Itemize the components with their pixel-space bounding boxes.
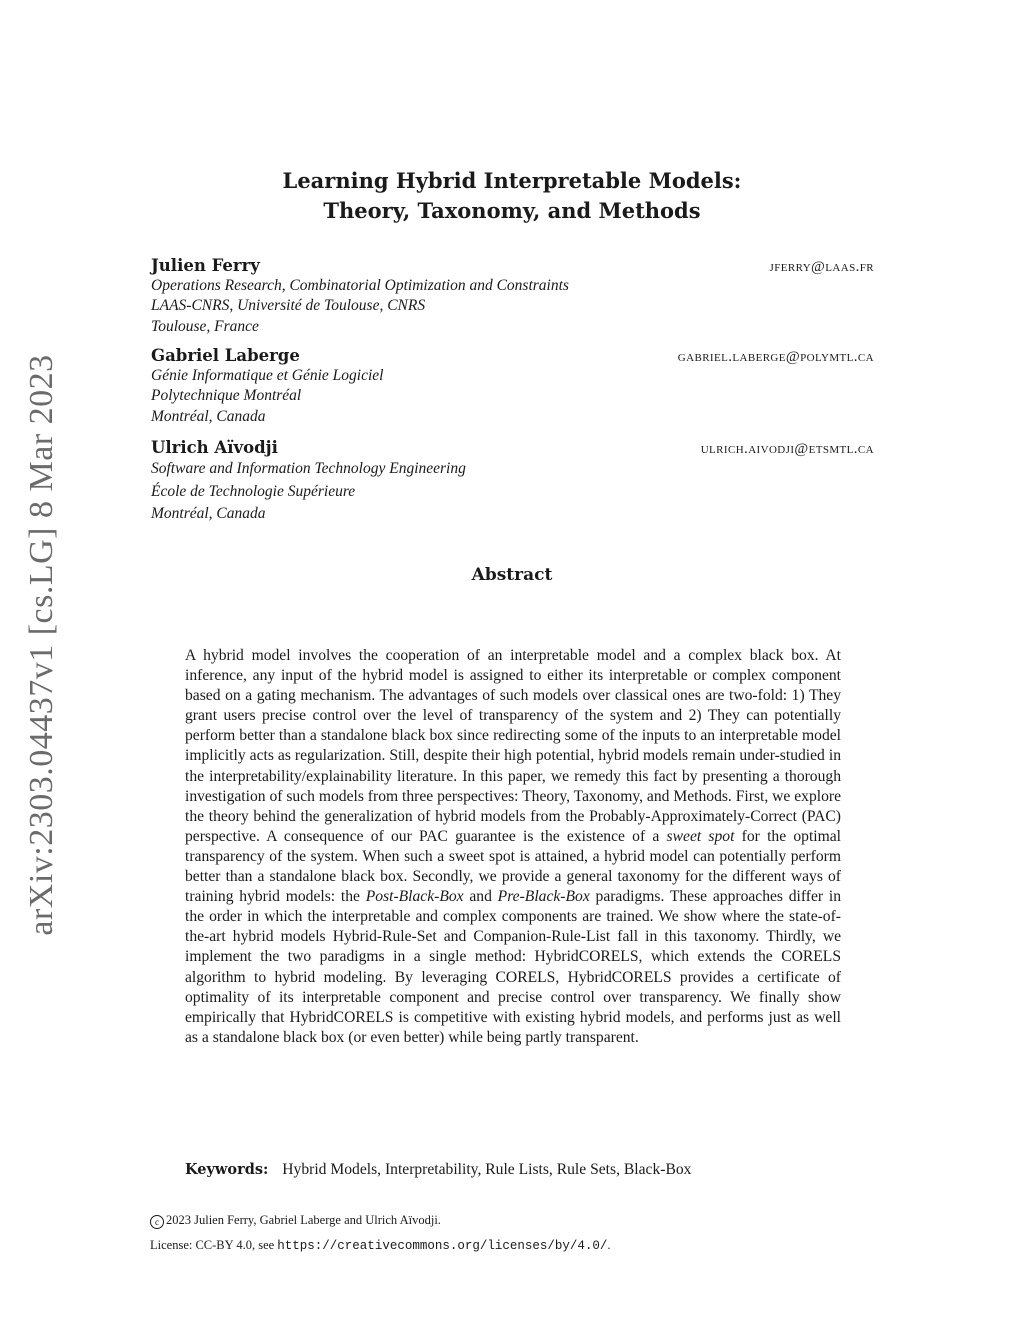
abstract-segment: paradigms. These approaches differ in the order in which the interpretable and complex components are trained. We show where the state-of-the-art hybrid models Hybrid-Rule-Set and Companion-Rule-List fall in this taxonomy. Thirdly, we implement the two paradigms in a single method: HybridCORELS, which extends the CORELS algorithm to hybrid modeling. By leveraging CORELS, HybridCORELS provides a certificate of optimality of its interpretable component and precise control over transparency. We finally show empirically that HybridCORELS is competitive with existing hybrid models, and performs just as well as a standalone black box (or even better) while being partly transparent.	[185, 888, 842, 1046]
author-email[interactable]: jferry@laas.fr	[769, 259, 874, 275]
abstract-emphasis: Post-Black-Box	[365, 888, 464, 906]
copyright-icon: c	[150, 1215, 164, 1229]
abstract-heading: Abstract	[471, 565, 553, 585]
copyright-notice	[150, 1213, 874, 1229]
author-email[interactable]: ulrich.aivodji@etsmtl.ca	[700, 441, 874, 457]
author-affiliation: LAAS-CNRS, Université de Toulouse, CNRS	[151, 297, 426, 315]
license-prefix: License: CC-BY 4.0, see	[150, 1238, 275, 1252]
title-line-1: Learning Hybrid Interpretable Models:	[282, 168, 742, 193]
author-affiliation: Polytechnique Montréal	[151, 387, 302, 405]
abstract-segment: for the optimal transparency of the system. When such a sweet spot is attained, a hybrid model can potentially perform better than a standalone black box. Secondly, we provide a general taxonomy for the different ways of training hybrid models: the	[185, 827, 841, 906]
author-block-aivodji	[151, 438, 874, 526]
title-line-2: Theory, Taxonomy, and Methods	[323, 198, 701, 223]
keywords-label: Keywords:	[185, 1161, 269, 1178]
license-suffix: .	[607, 1238, 611, 1252]
author-affiliation: École de Technologie Supérieure	[151, 482, 356, 500]
abstract-segment: and	[469, 888, 492, 906]
keywords	[185, 1161, 841, 1179]
author-affiliation: Operations Research, Combinatorial Optimization and Constraints	[151, 277, 569, 294]
keywords-list: Hybrid Models, Interpretability, Rule Lists, Rule Sets, Black-Box	[282, 1161, 692, 1178]
author-affiliation: Montréal, Canada	[151, 505, 266, 522]
author-name: Ulrich Aïvodji	[151, 438, 278, 457]
author-affiliation: Toulouse, France	[151, 317, 259, 335]
abstract-emphasis: sweet spot	[666, 827, 735, 845]
author-email[interactable]: gabriel.laberge@polymtl.ca	[677, 349, 874, 365]
abstract-text	[185, 646, 841, 1048]
copyright-text: 2023 Julien Ferry, Gabriel Laberge and Ulrich Aïvodji.	[166, 1213, 441, 1227]
license-link[interactable]: https://creativecommons.org/licenses/by/4.0/	[277, 1239, 608, 1253]
author-name: Gabriel Laberge	[151, 346, 300, 365]
author-block-ferry	[151, 256, 874, 337]
abstract-emphasis: Pre-Black-Box	[497, 888, 590, 906]
author-name: Julien Ferry	[151, 256, 260, 275]
author-affiliation: Montréal, Canada	[151, 407, 266, 425]
author-affiliation: Software and Information Technology Engineering	[151, 460, 466, 477]
abstract-segment: A hybrid model involves the cooperation of an interpretable model and a complex black box. At inference, any input of the hybrid model is assigned to either its interpretable or complex component based on a gating mechanism. The advantages of such models over classical ones are two-fold: 1) They grant users precise control over the level of transparency of the system and 2) They can potentially perform better than a standalone black box since redirecting some of the inputs to an interpretable model implicitly acts as regularization. Still, despite their high potential, hybrid models remain under-studied in the interpretability/explainability literature. In this paper, we remedy this fact by presenting a thorough investigation of such models from three perspectives: Theory, Taxonomy, and Methods. First, we explore the theory behind the generalization of hybrid models from the Probably-Approximately-Correct (PAC) perspective. A consequence of our PAC guarantee is the existence of a	[185, 647, 841, 845]
paper-title	[150, 166, 874, 226]
arxiv-identifier: arXiv:2303.04437v1 [cs.LG] 8 Mar 2023	[23, 354, 60, 936]
author-affiliation: Génie Informatique et Génie Logiciel	[151, 367, 384, 384]
license-notice	[150, 1238, 874, 1253]
author-block-laberge	[151, 346, 874, 427]
